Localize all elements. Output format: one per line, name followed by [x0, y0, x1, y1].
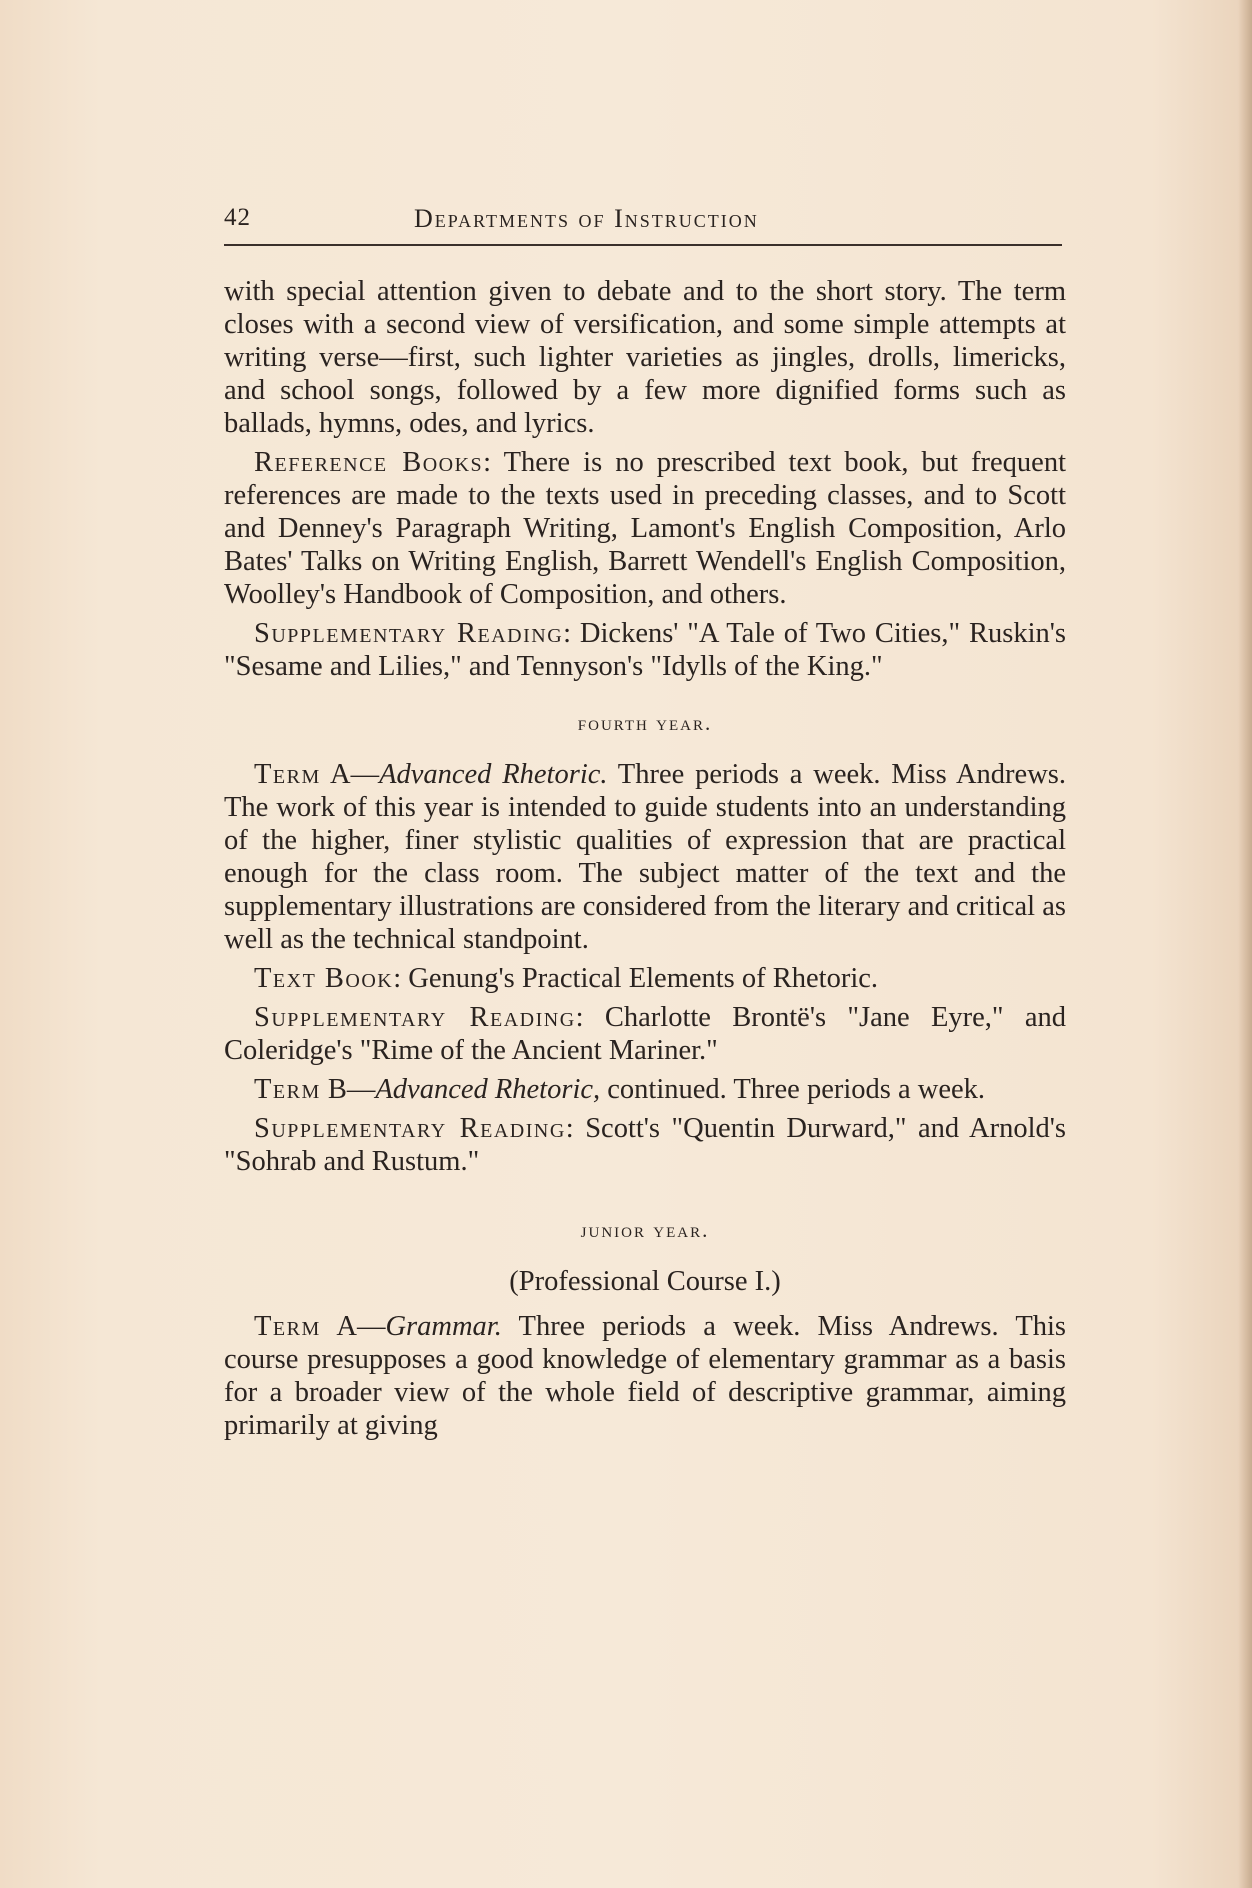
supplementary-reading-text: : Charlotte Brontë's "Jane Eyre," and Coleridge's "Rime of the Ancient Mariner." [224, 1002, 1066, 1066]
paragraph-supplementary-reading-1 [224, 617, 1066, 683]
term-label: Term [254, 1074, 321, 1105]
paragraph-supplementary-reading-3 [224, 1112, 1066, 1178]
running-head: Departments of Instruction [414, 204, 759, 233]
page-edge-shadow [1238, 0, 1252, 1888]
term-letter: B— [320, 1074, 376, 1105]
term-letter: A— [320, 1311, 386, 1342]
text-book-label: Text Book [254, 963, 394, 994]
paragraph-supplementary-reading-2 [224, 1001, 1066, 1067]
term-label: Term [254, 759, 321, 790]
term-description: Three periods a week. Miss Andrews. The work of this year is intended to guide students into an understanding of the higher, finer stylistic qualities of expression that are practical enough for the class room. The subject matter of the text and the supplementary illustrations are considered from the literary and critical as well as the technical standpoint. [224, 759, 1066, 955]
subheading-professional-course: (Professional Course I.) [509, 1266, 781, 1297]
paragraph-term-b [224, 1073, 1066, 1106]
reference-books-text: : There is no prescribed text book, but frequent references are made to the texts used in preceding classes, and to Scott and Denney's Paragraph Writing, Lamont's English Composition, Arlo Bates' Talks on Writing English, Barrett Wendell's English Composition, Woolley's Handbook of Composition, and others. [224, 447, 1066, 610]
term-description: continued. Three periods a week. [600, 1074, 986, 1105]
header-rule [224, 244, 1062, 246]
supplementary-reading-label: Supplementary Reading [254, 618, 564, 649]
paragraph-reference-books [224, 446, 1066, 611]
supplementary-reading-label: Supplementary Reading [254, 1002, 576, 1033]
paragraph-term-a-grammar [224, 1310, 1066, 1442]
reference-books-label: Reference Books [254, 447, 484, 478]
page-number: 42 [224, 204, 251, 231]
supplementary-reading-label: Supplementary Reading [254, 1113, 566, 1144]
paragraph-continuation: with special attention given to debate and to the short story. The term closes with a second view of versification, and some simple attempts at writing verse—first, such lighter varieties as jingles, drolls, limericks, and school songs, followed by a few more dignified forms such as ballads, hymns, odes, and lyrics. [224, 276, 1066, 439]
term-letter: A— [320, 759, 380, 790]
term-title: Advanced Rhetoric, [375, 1074, 601, 1105]
page-body [224, 275, 1066, 1448]
supplementary-reading-text: : Scott's "Quentin Durward," and Arnold's "Sohrab and Rustum." [224, 1113, 1066, 1177]
term-title: Grammar. [385, 1311, 502, 1342]
term-description: Three periods a week. Miss Andrews. This course presupposes a good knowledge of elementary grammar as a basis for a broader view of the whole field of descriptive grammar, aiming primarily at giving [224, 1311, 1066, 1441]
paragraph-text-book [224, 962, 1066, 995]
heading-fourth-year: fourth year. [577, 711, 713, 735]
heading-junior-year: junior year. [580, 1218, 710, 1242]
paragraph-term-a [224, 758, 1066, 956]
page-header [224, 204, 1062, 240]
supplementary-reading-text: : Dickens' "A Tale of Two Cities," Ruskin's "Sesame and Lilies," and Tennyson's "Idylls of the King." [224, 618, 1066, 682]
text-book-text: : Genung's Practical Elements of Rhetoric. [393, 963, 879, 994]
term-title: Advanced Rhetoric. [379, 759, 608, 790]
term-label: Term [254, 1311, 321, 1342]
